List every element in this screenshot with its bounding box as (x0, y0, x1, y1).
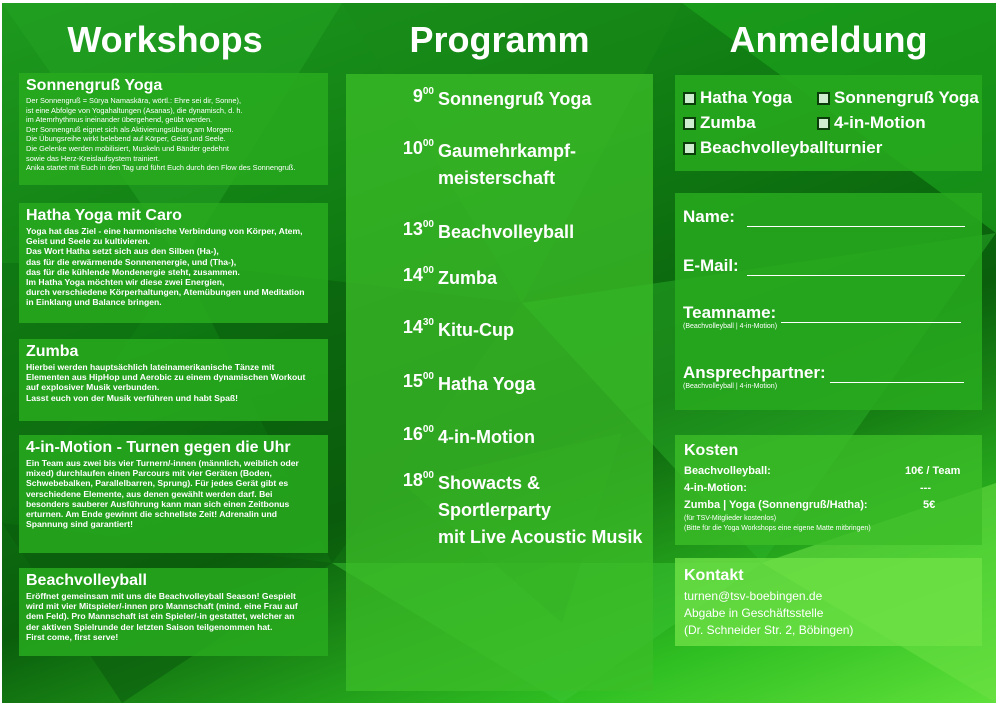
flyer-page (2, 3, 996, 703)
email-field[interactable] (747, 275, 965, 276)
workshop-text: Hierbei werden hauptsächlich lateinamerikanische Tänze mit Elementen aus HipHop und Aerobic zu einem dynamischen Workout auf explosiver Musik verbunden. Lasst euch von der Musik verführen und habt Spaß! (26, 362, 306, 403)
programm-title: Showacts & Sportlerparty mit Live Acoustic Musik (438, 473, 643, 547)
option-zumba[interactable]: Zumba (683, 113, 756, 133)
programm-title: Beachvolleyball (438, 222, 575, 242)
workshop-title: Hatha Yoga mit Caro (26, 207, 182, 224)
workshop-beachvolleyball (19, 568, 328, 656)
programm-title: 4-in-Motion (438, 427, 535, 447)
kosten-title: Kosten (684, 442, 739, 459)
option-sonnengruss-yoga[interactable]: Sonnengruß Yoga (817, 88, 979, 108)
kosten-value: 5€ (923, 499, 936, 511)
workshops-heading: Workshops (67, 19, 263, 60)
kontakt-line: Abgabe in Geschäftsstelle (684, 606, 824, 620)
workshop-title: Zumba (26, 343, 79, 360)
programm-heading: Programm (409, 19, 590, 60)
ansprechpartner-hint: (Beachvolleyball | 4-in-Motion) (683, 383, 778, 390)
option-4-in-motion[interactable]: 4-in-Motion (817, 113, 926, 133)
ansprechpartner-field[interactable] (830, 382, 964, 383)
programm-title: Kitu-Cup (438, 320, 514, 340)
kosten-note: (für TSV-Mitglieder kostenlos) (684, 515, 777, 522)
anmeldung-heading: Anmeldung (729, 19, 928, 60)
kosten-label: 4-in-Motion: (684, 482, 747, 494)
programm-time: $15^{00}$ (402, 371, 434, 391)
programm-time: $14^{00}$ (402, 265, 434, 285)
kosten-label: Beachvolleyball: (684, 465, 771, 477)
programm-title: Zumba (438, 268, 498, 288)
programm-panel (346, 74, 653, 691)
checkbox-icon[interactable] (683, 117, 696, 130)
checkbox-icon[interactable] (683, 142, 696, 155)
workshop-title: 4-in-Motion - Turnen gegen die Uhr (26, 439, 291, 456)
anmeldung-form-panel (675, 193, 982, 410)
workshop-text: Ein Team aus zwei bis vier Turnern/-innen (männlich, weiblich oder mixed) durchlaufen einen Parcours mit vier Geräten (Boden, Schwebebalken, Parallelbarren, Sprung). Für jedes Gerät gibt es verschiedene Elemente, aus denen gewählt werden darf. Bei besonders sauberer Ausführung kann man sich einen Zeitbonus erturnen. Am Ende gewinnt die schnellste Zeit! Adrenalin und Spannung sind garantiert! (26, 458, 299, 530)
kontakt-email[interactable]: turnen@tsv-boebingen.de (684, 589, 823, 603)
kontakt-panel (675, 558, 982, 646)
kosten-note: (Bitte für die Yoga Workshops eine eigene Matte mitbringen) (684, 525, 871, 532)
checkbox-icon[interactable] (683, 92, 696, 105)
workshop-4-in-motion (19, 435, 328, 553)
workshop-zumba (19, 339, 328, 421)
kontakt-title: Kontakt (684, 567, 744, 584)
teamname-field[interactable] (781, 322, 961, 323)
programm-time: $9^{00}$ (412, 86, 434, 106)
kosten-value: --- (920, 482, 931, 494)
workshop-text: Yoga hat das Ziel - eine harmonische Verbindung von Körper, Atem, Geist und Seele zu kultivieren. Das Wort Hatha setzt sich aus den Silben (Ha-), das für die erwärmende Sonnenenergie, und (Tha-), das für die kühlende Mondenergie steht, zusammen. Im Hatha Yoga möchten wir diese zwei Energien, durch verschiedene Körperhaltungen, Atemübungen und Meditation in Einklang und Balance bringen. (26, 226, 305, 308)
teamname-hint: (Beachvolleyball | 4-in-Motion) (683, 323, 778, 330)
workshop-title: Beachvolleyball (26, 572, 147, 589)
kosten-value: 10€ / Team (905, 465, 961, 477)
workshop-sonnengruss (19, 73, 328, 185)
programm-title: Sonnengruß Yoga (438, 89, 592, 109)
name-label: Name: (683, 207, 735, 226)
teamname-label: Teamname: (683, 303, 777, 322)
kosten-panel (675, 435, 982, 545)
kontakt-line: (Dr. Schneider Str. 2, Böbingen) (684, 623, 854, 637)
option-hatha-yoga[interactable]: Hatha Yoga (683, 88, 792, 108)
programm-title: Gaumehrkampf- meisterschaft (438, 141, 577, 188)
checkbox-icon[interactable] (817, 92, 830, 105)
programm-time: $18^{00}$ (402, 470, 434, 490)
programm-time: $10^{00}$ (402, 138, 434, 158)
workshop-text: Der Sonnengruß = Sūrya Namaskāra, wörtl.: Ehre sei dir, Sonne), ist eine Abfolge von Yogahaltungen (Asanas), die dynamisch, d. h. im Atemrhythmus ineinander übergehend, geübt werden. Der Sonnengruß eignet sich als Aktivierungsübung am Morgen. Die Übungsreihe wirkt belebend auf Körper, Geist und Seele. Die Gelenke werden mobilisiert, Muskeln und Bänder gedehnt sowie das Herz-Kreislaufsystem trainiert. Anika startet mit Euch in den Tag und führt Euch durch den Flow des Sonnengruß. (26, 96, 296, 173)
workshop-title: Sonnengruß Yoga (26, 77, 163, 94)
option-beachvolleyballturnier[interactable]: Beachvolleyballturnier (683, 138, 882, 158)
ansprechpartner-label: Ansprechpartner: (683, 363, 826, 382)
programm-time: $14^{30}$ (402, 317, 434, 337)
anmeldung-options-panel (675, 75, 982, 171)
workshop-text: Eröffnet gemeinsam mit uns die Beachvolleyball Season! Gespielt wird mit vier Mitspieler/-innen pro Mannschaft (mind. eine Frau auf dem Feld). Pro Mannschaft ist ein Spieler/-in gestattet, welcher an der aktiven Spielrunde der letzten Saison teilgenommen hat. First come, first serve! (26, 591, 298, 642)
programm-time: $16^{00}$ (402, 424, 434, 444)
programm-title: Hatha Yoga (438, 374, 536, 394)
kosten-label: Zumba | Yoga (Sonnengruß/Hatha): (684, 499, 868, 511)
checkbox-icon[interactable] (817, 117, 830, 130)
name-field[interactable] (747, 226, 965, 227)
programm-time: $13^{00}$ (402, 219, 434, 239)
email-label: E-Mail: (683, 256, 739, 275)
workshop-hatha (19, 203, 328, 323)
